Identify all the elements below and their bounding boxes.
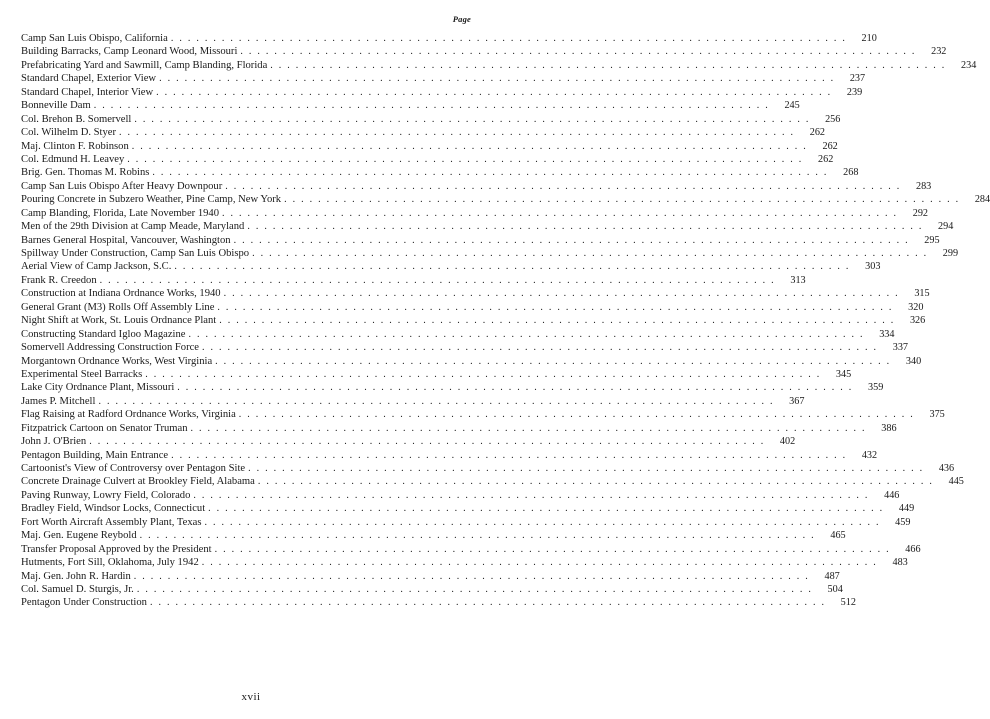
dot-leader: ................................................................................: [156, 86, 837, 98]
list-item: [21, 341, 909, 354]
entry-page-number: 449: [898, 503, 915, 515]
entry-page-number: 487: [824, 570, 840, 582]
dot-leader: ................................................................................: [145, 368, 826, 380]
entry-title: Concrete Drainage Culvert at Brookley Field, Alabama: [21, 476, 255, 488]
entry-page-number: 445: [948, 476, 964, 488]
dot-leader: ................................................................................: [98, 395, 779, 407]
entry-title: Barnes General Hospital, Vancouver, Washington: [21, 234, 231, 246]
entry-page-number: 512: [840, 597, 856, 609]
entry-page-number: 262: [809, 127, 826, 139]
list-item: [21, 113, 841, 126]
list-item: [21, 368, 852, 381]
dot-leader: ................................................................................: [159, 73, 840, 85]
list-item: [21, 475, 964, 488]
dot-leader: ................................................................................: [136, 583, 817, 595]
entry-page-number: 432: [861, 449, 878, 461]
list-item: [21, 502, 915, 515]
list-item: [21, 596, 856, 609]
entry-title: Men of the 29th Division at Camp Meade, Maryland: [21, 221, 245, 233]
entry-title: Frank R. Creedon: [21, 274, 97, 286]
entry-title: Morgantown Ordnance Works, West Virginia: [21, 355, 213, 367]
entry-title: Col. Edmund H. Leavey: [21, 153, 125, 165]
entry-page-number: 326: [909, 315, 926, 327]
entry-title: Building Barracks, Camp Leonard Wood, Missouri: [21, 46, 238, 58]
dot-leader: ................................................................................: [247, 221, 928, 233]
entry-page-number: 359: [868, 382, 884, 394]
entry-page-number: 303: [865, 261, 881, 273]
entry-title: Cartoonist's View of Controversy over Pentagon Site: [21, 463, 246, 474]
entry-page-number: 210: [861, 33, 877, 44]
entry-title: Hutments, Fort Sill, Oklahoma, July 1942: [21, 557, 199, 569]
dot-leader: ................................................................................: [202, 342, 883, 354]
dot-leader: ................................................................................: [222, 207, 903, 219]
entry-page-number: 313: [790, 274, 806, 286]
entry-page-number: 320: [908, 301, 924, 313]
list-item: [21, 381, 884, 394]
dot-leader: ................................................................................: [99, 274, 780, 286]
entry-title: General Grant (M3) Rolls Off Assembly Line: [21, 301, 215, 313]
entry-page-number: 232: [931, 46, 947, 58]
entry-page-number: 386: [881, 422, 897, 434]
entry-title: Camp San Luis Obispo After Heavy Downpour: [21, 180, 223, 192]
entry-title: Somervell Addressing Construction Force: [21, 342, 200, 354]
entry-page-number: 465: [830, 530, 846, 542]
dot-leader: ................................................................................: [133, 570, 814, 582]
list-item: [21, 462, 955, 475]
entry-title: Camp San Luis Obispo, California: [21, 33, 168, 44]
entry-title: Bradley Field, Windsor Locks, Connecticut: [21, 503, 206, 515]
entry-page-number: 268: [843, 167, 859, 179]
entry-title: Pouring Concrete in Subzero Weather, Pine Camp, New York: [21, 194, 282, 206]
dot-leader: ................................................................................: [131, 140, 812, 152]
entry-page-number: 375: [929, 409, 945, 421]
dot-leader: ................................................................................: [257, 476, 938, 488]
illustrations-list: [21, 32, 990, 610]
entry-title: Col. Brehon B. Somervell: [21, 113, 132, 125]
page-column-header: Page: [452, 14, 471, 24]
dot-leader: ................................................................................: [223, 288, 904, 300]
entry-page-number: 345: [835, 368, 852, 380]
entry-title: Camp Blanding, Florida, Late November 1940: [21, 207, 220, 219]
list-item: [21, 45, 947, 58]
entry-page-number: 334: [879, 328, 895, 340]
list-item: [21, 166, 859, 179]
entry-page-number: 262: [822, 140, 838, 152]
entry-page-number: 239: [846, 86, 863, 98]
entry-page-number: 337: [892, 342, 909, 354]
dot-leader: ................................................................................: [127, 153, 808, 165]
entry-page-number: 446: [884, 489, 900, 501]
list-item: [21, 59, 977, 72]
list-item: [21, 570, 840, 583]
list-item: [21, 180, 932, 193]
entry-title: Transfer Proposal Approved by the President: [21, 543, 212, 555]
list-item: [21, 449, 878, 462]
entry-title: Maj. Clinton F. Robinson: [21, 140, 129, 152]
list-item: [21, 260, 881, 273]
dot-leader: ................................................................................: [270, 59, 951, 71]
entry-title: Pentagon Building, Main Entrance: [21, 449, 169, 461]
entry-title: Bonneville Dam: [21, 100, 91, 112]
entry-page-number: 402: [779, 436, 796, 448]
dot-leader: ................................................................................: [188, 328, 869, 340]
entry-page-number: 315: [914, 288, 930, 300]
list-item: [21, 422, 897, 435]
entry-title: Construction at Indiana Ordnance Works, 1940: [21, 288, 221, 300]
list-item: [21, 287, 930, 300]
list-item: [21, 153, 834, 166]
page-folio: xvii: [241, 691, 261, 703]
entry-title: Lake City Ordnance Plant, Missouri: [21, 382, 175, 394]
entry-title: Fitzpatrick Cartoon on Senator Truman: [21, 422, 188, 434]
list-item: [21, 529, 846, 542]
entry-title: Standard Chapel, Interior View: [21, 86, 154, 98]
entry-title: James P. Mitchell: [21, 395, 96, 407]
entry-page-number: 292: [912, 207, 929, 219]
dot-leader: ................................................................................: [248, 463, 929, 474]
entry-title: Col. Wilhelm D. Styer: [21, 127, 117, 139]
dot-leader: ................................................................................: [225, 180, 906, 192]
dot-leader: ................................................................................: [139, 530, 820, 542]
dot-leader: ................................................................................: [201, 557, 882, 569]
entry-page-number: 245: [784, 100, 800, 112]
entry-page-number: 367: [789, 395, 805, 407]
entry-title: Paving Runway, Lowry Field, Colorado: [21, 489, 191, 501]
dot-leader: ................................................................................: [238, 409, 919, 421]
entry-page-number: 466: [905, 543, 921, 555]
list-item: [21, 355, 922, 368]
dot-leader: ................................................................................: [171, 449, 852, 461]
dot-leader: ................................................................................: [149, 597, 830, 609]
dot-leader: ................................................................................: [119, 127, 800, 139]
entry-page-number: 256: [825, 113, 841, 125]
entry-page-number: 504: [827, 583, 843, 595]
entry-title: Col. Samuel D. Sturgis, Jr.: [21, 583, 134, 595]
list-item: [21, 314, 926, 327]
dot-leader: ................................................................................: [217, 301, 898, 313]
list-item: [21, 489, 900, 502]
list-item: [21, 207, 929, 220]
list-item: [21, 301, 924, 314]
entry-page-number: 294: [938, 221, 954, 233]
list-item: [21, 435, 796, 448]
dot-leader: ................................................................................: [152, 167, 833, 179]
list-item: [21, 126, 826, 139]
list-item: [21, 193, 990, 206]
entry-title: Brig. Gen. Thomas M. Robins: [21, 167, 150, 179]
entry-title: Fort Worth Aircraft Assembly Plant, Texas: [21, 516, 202, 528]
list-item: [21, 556, 908, 569]
list-item: [21, 234, 940, 247]
entry-page-number: 436: [938, 463, 955, 474]
entry-title: Night Shift at Work, St. Louis Ordnance Plant: [21, 315, 217, 327]
dot-leader: ................................................................................: [215, 355, 896, 367]
list-item: [21, 32, 877, 45]
dot-leader: ................................................................................: [174, 261, 855, 273]
list-item: [21, 395, 805, 408]
entry-page-number: 284: [974, 194, 990, 206]
dot-leader: ................................................................................: [240, 46, 921, 58]
dot-leader: ................................................................................: [170, 33, 851, 44]
list-item: [21, 408, 945, 421]
list-item: [21, 274, 806, 287]
entry-title: Maj. Gen. John R. Hardin: [21, 570, 131, 582]
list-item: [21, 583, 843, 596]
list-item: [21, 516, 911, 529]
entry-title: Pentagon Under Construction: [21, 597, 147, 609]
list-item: [21, 99, 800, 112]
entry-page-number: 299: [942, 248, 959, 259]
dot-leader: ................................................................................: [219, 315, 900, 327]
dot-leader: ................................................................................: [89, 436, 770, 448]
dot-leader: ................................................................................: [204, 516, 885, 528]
entry-title: John J. O'Brien: [21, 436, 87, 448]
list-item: [21, 247, 959, 260]
dot-leader: ................................................................................: [214, 543, 895, 555]
entry-page-number: 483: [892, 557, 908, 569]
entry-title: Prefabricating Yard and Sawmill, Camp Blanding, Florida: [21, 59, 268, 71]
entry-title: Constructing Standard Igloo Magazine: [21, 328, 186, 340]
dot-leader: ................................................................................: [208, 503, 889, 515]
dot-leader: ................................................................................: [193, 489, 874, 501]
entry-title: Experimental Steel Barracks: [21, 368, 143, 380]
dot-leader: ................................................................................: [190, 422, 871, 434]
dot-leader: ................................................................................: [284, 194, 965, 206]
dot-leader: ................................................................................: [93, 100, 774, 112]
entry-page-number: 340: [905, 355, 922, 367]
list-item: [21, 220, 954, 233]
dot-leader: ................................................................................: [252, 248, 933, 259]
entry-page-number: 459: [895, 516, 911, 528]
list-item: [21, 72, 866, 85]
entry-title: Spillway Under Construction, Camp San Luis Obispo: [21, 248, 250, 259]
entry-page-number: 237: [849, 73, 866, 85]
entry-title: Flag Raising at Radford Ordnance Works, Virginia: [21, 409, 236, 421]
dot-leader: ................................................................................: [177, 382, 858, 394]
list-item: [21, 543, 921, 556]
list-item: [21, 328, 895, 341]
list-item: [21, 86, 863, 99]
entry-title: Standard Chapel, Exterior View: [21, 73, 157, 85]
dot-leader: ................................................................................: [134, 113, 815, 125]
entry-page-number: 234: [961, 59, 977, 71]
entry-page-number: 283: [915, 180, 932, 192]
entry-page-number: 262: [818, 153, 834, 165]
entry-page-number: 295: [924, 234, 940, 246]
list-item: [21, 140, 838, 153]
entry-title: Maj. Gen. Eugene Reybold: [21, 530, 137, 542]
entry-title: Aerial View of Camp Jackson, S.C.: [21, 261, 172, 273]
dot-leader: ................................................................................: [233, 234, 914, 246]
